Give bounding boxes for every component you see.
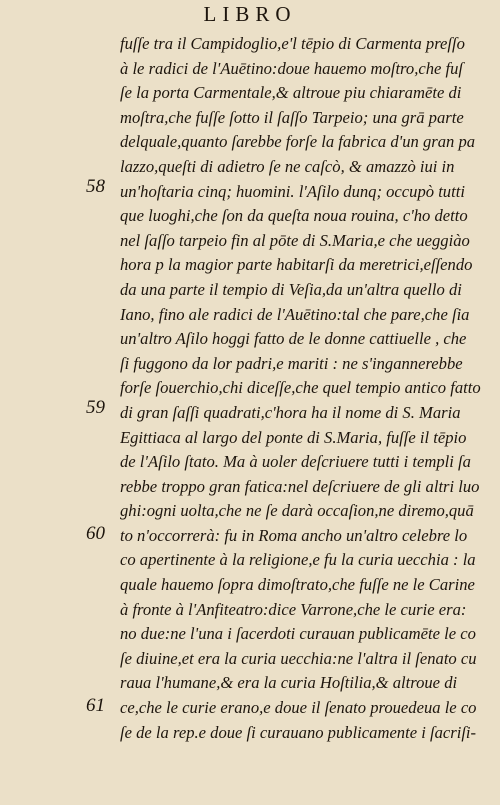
text-line: à fronte à l'Anfiteatro:dice Varrone,che le curie era: bbox=[120, 599, 467, 619]
margin-number: 58 bbox=[86, 176, 105, 197]
text-line: ghi:ogni uolta,che ne ſe darà occaſion,ne diremo,quā bbox=[120, 501, 474, 521]
text-line: da una parte il tempio di Veſia,da un'altra quello di bbox=[120, 279, 462, 299]
text-line: un'altro Aſilo hoggi fatto de le donne cattiuelle , che bbox=[120, 329, 467, 349]
text-line: quale hauemo ſopra dimoſtrato,che fuſſe ne le Carine bbox=[120, 575, 475, 595]
running-header: LIBRO bbox=[203, 2, 297, 26]
text-line: delquale,quanto ſarebbe forſe la fabrica d'un gran pa bbox=[120, 132, 476, 152]
text-line: ſe de la rep.e doue ſi curauano publicamente i ſacriſi- bbox=[120, 722, 477, 742]
text-line: ce,che le curie erano,e doue il ſenato prouedeua le co bbox=[120, 698, 477, 718]
text-line: Iano, fino ale radici de l'Auētino:tal che pare,che ſia bbox=[120, 304, 470, 324]
text-line: raua l'humane,& era la curia Hoſtilia,& altroue di bbox=[120, 673, 458, 693]
text-line: à le radici de l'Auētino:doue hauemo moſtro,che fuſ bbox=[120, 58, 464, 78]
text-line: ſi fuggono da lor padri,e mariti : ne s'ingannerebbe bbox=[120, 353, 463, 373]
text-line: lazzo,queſti di adietro ſe ne caſcò, & amazzò iui in bbox=[120, 156, 455, 176]
margin-number: 61 bbox=[86, 695, 105, 716]
text-line: to n'occorrerà: fu in Roma ancho un'altro celebre lo bbox=[120, 525, 468, 545]
text-line: no due:ne l'una i ſacerdoti curauan publicamēte le co bbox=[120, 624, 476, 644]
text-line: hora p la magior parte habitarſi da meretrici,eſſendo bbox=[120, 255, 473, 275]
text-line: moſtra,che fuſſe ſotto il ſaſſo Tarpeio; una grā parte bbox=[120, 107, 464, 127]
body-text bbox=[120, 32, 482, 745]
text-line: que luoghi,che ſon da queſta noua rouina, c'ho detto bbox=[120, 206, 468, 226]
text-line: fuſſe tra il Campidoglio,e'l tēpio di Carmenta preſſo bbox=[120, 34, 465, 53]
text-line: di gran ſaſſi quadrati,c'hora ha il nome di S. Maria bbox=[120, 402, 461, 422]
text-line: forſe ſouerchio,chi diceſſe,che quel tempio antico fatto bbox=[120, 378, 481, 398]
text-line: ſe diuine,et era la curia uecchia:ne l'altra il ſenato cu bbox=[120, 648, 477, 668]
text-line: co apertinente à la religione,e fu la curia uecchia : la bbox=[120, 550, 476, 570]
text-line: nel ſaſſo tarpeio fin al pōte di S.Maria,e che ueggiào bbox=[120, 230, 470, 250]
text-line: rebbe troppo gran fatica:nel deſcriuere de gli altri luo bbox=[120, 476, 480, 496]
margin-number: 59 bbox=[86, 397, 105, 418]
text-line: de l'Aſilo ſtato. Ma à uoler deſcriuere tutti i templi ſa bbox=[120, 452, 471, 472]
margin-number: 60 bbox=[86, 523, 105, 544]
text-line: un'hoſtaria cinq; huomini. l'Aſilo dunq; occupò tutti bbox=[120, 181, 465, 201]
text-line: ſe la porta Carmentale,& altroue piu chiaramēte di bbox=[120, 83, 462, 103]
text-line: Egittiaca al largo del ponte di S.Maria, fuſſe il tēpio bbox=[120, 427, 467, 447]
